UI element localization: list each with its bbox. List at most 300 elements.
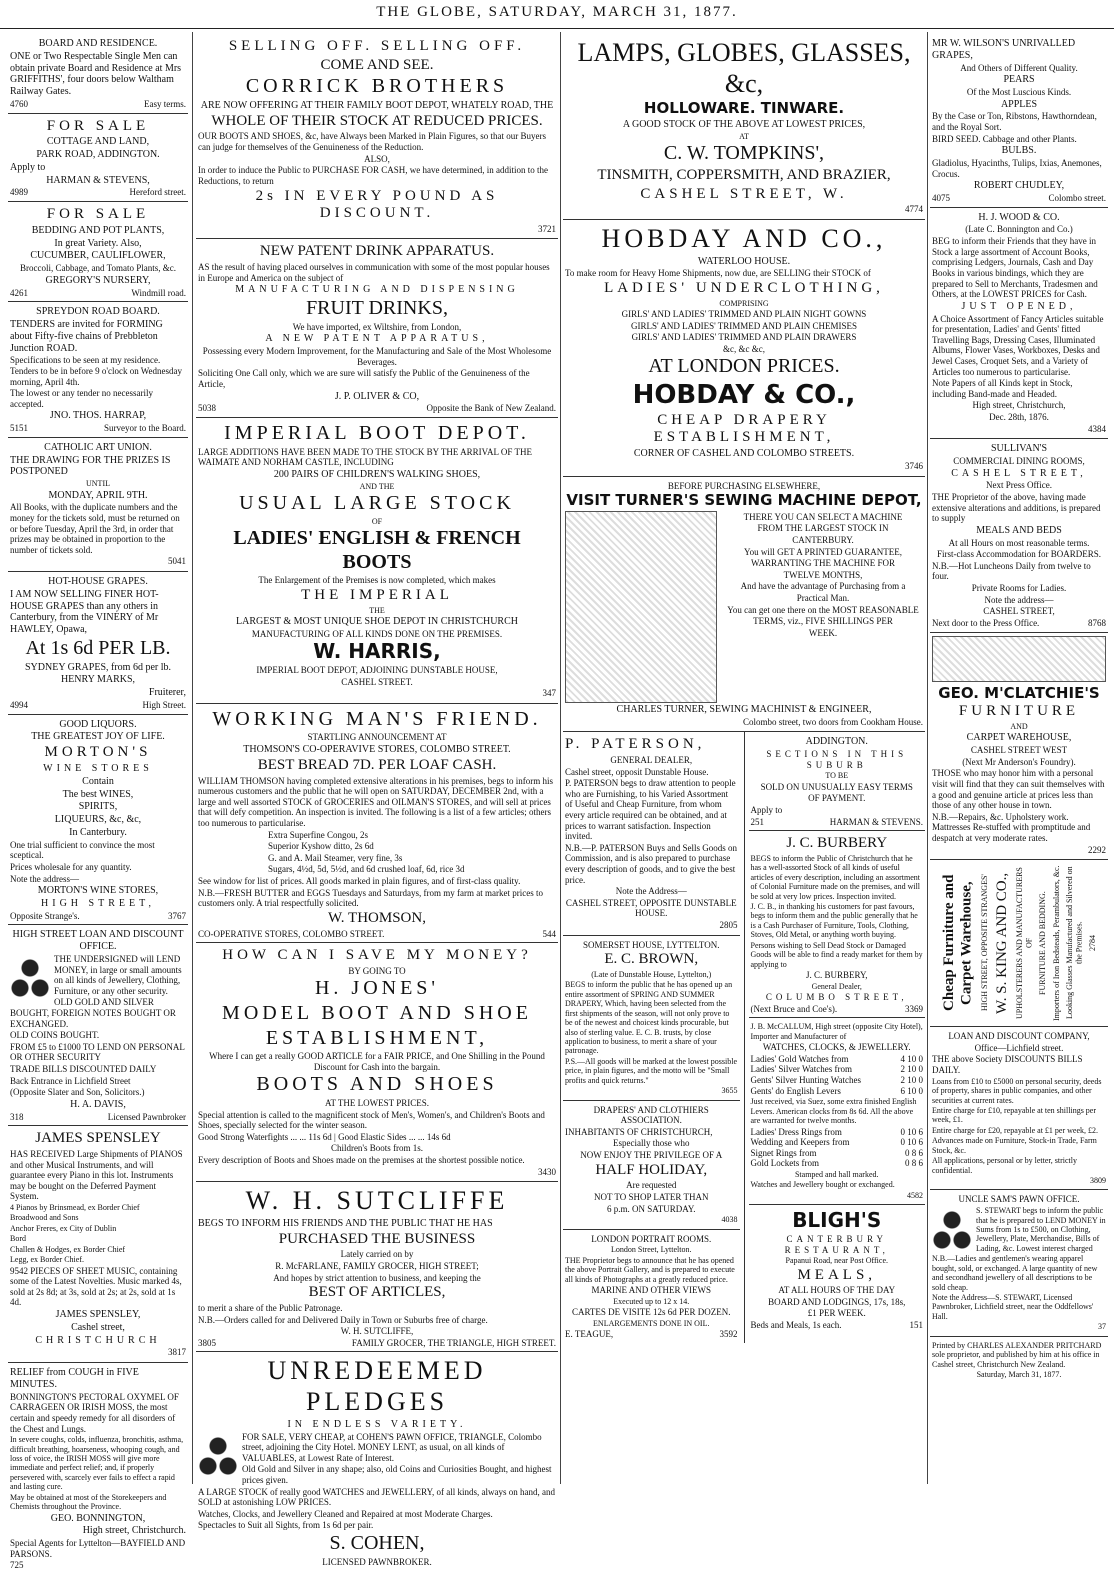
ad-number: 3746 (905, 460, 923, 471)
ad-ec-brown (563, 936, 740, 1101)
ad-body: INHABITANTS OF CHRISTCHURCH, (565, 1126, 713, 1137)
ad-line: The best WINES, (62, 788, 134, 800)
ad-line: Importers of Iron Bedsteads, Perambulators, &c. (1051, 865, 1061, 1021)
imprint-date: Saturday, March 31, 1877. (976, 1370, 1062, 1380)
ad-body: FOR SALE, VERY CHEAP, at COHEN'S PAWN OFFICE, TRIANGLE, Colombo street, adjoining the City Hotel. MONEY LENT, as usual, on all kinds of VALUABLES, at Lowest Rate of Interest. (242, 1431, 542, 1463)
ad-address: CASHEL STREET. (341, 676, 413, 687)
ad-line: Anchor Freres, ex City of Dublin (10, 1223, 117, 1233)
ad-body: N.B.—Ladies and gentlemen's wearing apparel bought, sold, or exchanged. A large quantity of new and secondhand jewellery of all descriptions to be sold cheap. (932, 1254, 1098, 1292)
ad-number: 4582 (907, 1190, 923, 1200)
ad-line: PEARS (1003, 74, 1035, 86)
ad-body: All Books, with the duplicate numbers and the money for the tickets sold, must be returned on or before Tuesday, April the 3rd, in order that prizes may be obtained in proportion to the number of tickets sold. (10, 502, 180, 555)
ad-name: W. S. KING AND CO., (993, 872, 1010, 1014)
ad-line: BOOTS AND SHOES (256, 1073, 498, 1096)
ad-heading: WORKING MAN'S FRIEND. (212, 707, 542, 730)
ad-line: UPHOLSTERERS AND MANUFACTURERS OF (1015, 867, 1034, 1020)
ad-body: J. B. McCALLUM, High street (opposite City Hotel), Importer and Manufacturer of (750, 1022, 923, 1041)
ad-line: AT ALL HOURS OF THE DAY (778, 1285, 896, 1296)
ad-number: 4261 (10, 287, 28, 298)
ad-address: CORNER OF CASHEL AND COLOMBO STREETS. (633, 448, 855, 460)
ad-address: HIGH STREET, OPPOSITE STRANGES' (980, 874, 990, 1012)
ad-heading: HOW CAN I SAVE MY MONEY? (222, 947, 532, 964)
ad-number: 4384 (1088, 423, 1106, 434)
ad-line: Note Papers of all Kinds kept in Stock, including Band-made and Headed. (932, 378, 1073, 399)
ad-board-residence (8, 34, 188, 114)
ad-line: HIGH STREET, (41, 897, 155, 909)
ad-advertiser: J. P. OLIVER & CO, (334, 390, 420, 402)
column-3 (563, 34, 925, 1484)
ad-catholic-art-union (8, 438, 188, 572)
ad-heading: RELIEF from COUGH in FIVE MINUTES. (10, 1367, 139, 1390)
ad-body: P. PATERSON begs to draw attention to people who are Furnishing, to his Varied Assortment of Useful and Cheap Furniture, from whom every article required can be obtained, and at prices to warrant satisfaction. Inspection invited. (565, 778, 736, 842)
ad-number: 2784 (1087, 935, 1097, 952)
ad-uncle-sams (930, 1190, 1108, 1336)
price-item: Signet Rings from (750, 1147, 817, 1158)
ad-advertiser: GREGORY'S NURSERY, (45, 274, 151, 286)
ad-line: BIRD SEED. Cabbage and other Plants. (932, 133, 1077, 144)
ad-line: MEALS AND BEDS (976, 524, 1062, 536)
ad-heading: FOR SALE (46, 206, 150, 223)
ad-heading: LONDON PORTRAIT ROOMS. (591, 1233, 712, 1244)
ad-line: Watches, Clocks, and Jewellery Cleaned and Repaired at most Moderate Charges. (198, 1508, 493, 1519)
ad-subheading: COMMERCIAL DINING ROOMS, (953, 456, 1085, 467)
ad-line: Bord (10, 1234, 26, 1244)
ad-name: HOBDAY & CO., (632, 380, 856, 411)
ad-advertiser: ROBERT CHUDLEY, (973, 180, 1065, 192)
ad-heading: SOMERSET HOUSE, LYTTELTON. (583, 939, 720, 950)
price-value: 0 10 6 (900, 1137, 923, 1148)
ad-line: TWELVE MONTHS, (783, 569, 863, 580)
ad-heading: UNCLE SAM'S PAWN OFFICE. (958, 1194, 1080, 1205)
ad-address: CASHEL STREET, W. (640, 185, 848, 202)
price-item: Ladies' Gold Watches from (750, 1053, 849, 1064)
price-value: 0 8 6 (905, 1158, 923, 1169)
ad-line: MEALS, (797, 1266, 877, 1283)
ad-line: WHOLE OF THEIR STOCK AT REDUCED PRICES. (211, 112, 543, 129)
ad-heading: SULLIVAN'S (990, 443, 1048, 455)
ad-tail: Easy terms. (144, 98, 186, 109)
ad-line: Stamped and hall marked. (794, 1170, 879, 1179)
ad-body: MR W. WILSON'S UNRIVALLED GRAPES, (932, 38, 1076, 61)
ad-line: MANUFACTURING OF ALL KINDS DONE ON THE PREMISES. (251, 628, 503, 639)
ad-subheading: WATERLOO HOUSE. (697, 255, 791, 267)
ad-james-spensley (8, 1126, 188, 1363)
ad-line: Private Rooms for Ladies. (971, 583, 1067, 594)
ad-heading: P. PATERSON, (565, 736, 706, 753)
ad-line: Note the Address—S. STEWART, Licensed Pawnbroker, Lichfield street, near the Oddfellows' Hall. (932, 1293, 1094, 1321)
ad-price: At 1s 6d PER LB. (25, 637, 171, 660)
ad-line: THE (369, 605, 385, 615)
ad-number: 3655 (721, 1086, 738, 1096)
ad-body: LARGE ADDITIONS HAVE BEEN MADE TO THE STOCK BY THE ARRIVAL OF THE WAIMATE AND NORHAM CASTLE, INCLUDING (198, 446, 533, 468)
ad-address: CASHEL STREET, (951, 467, 1087, 479)
ad-line: Challen & Hodges, ex Border Chief (10, 1244, 126, 1254)
ad-body: ARE NOW OFFERING AT THEIR FAMILY BOOT DEPOT, WHATELY ROAD, THE (200, 99, 554, 111)
ad-line: PURCHASED THE BUSINESS (278, 1230, 476, 1247)
ad-unredeemed-pledges (196, 1352, 558, 1571)
ad-line: WARRANTING THE MACHINE FOR (750, 558, 896, 569)
table-row (751, 1137, 924, 1148)
ad-sutcliffe (196, 1182, 558, 1352)
ad-line: FURNITURE (958, 703, 1080, 720)
ad-line: High street, Christchurch, (972, 400, 1066, 411)
ad-number: 3767 (168, 910, 186, 921)
ad-line: Looking Glasses Manufactured and Silvered on the Premises. (1064, 866, 1084, 1020)
ad-line: In great Variety. Also, (54, 237, 142, 249)
ad-subheading: HOLLOWARE. TINWARE. (643, 99, 845, 118)
ad-for-sale-cottage (8, 114, 188, 202)
ad-line: MANUFACTURING AND DISPENSING (235, 284, 519, 296)
ad-drapers-association (563, 1101, 740, 1230)
ad-number: 544 (542, 928, 556, 939)
ad-line: GIRLS' AND LADIES' TRIMMED AND PLAIN DRAWERS (631, 332, 857, 343)
ad-body: May be obtained at most of the Storekeepers and Chemists throughout the Province. (10, 1492, 167, 1512)
ad-number: 3721 (538, 223, 556, 234)
ad-number: 3369 (905, 1003, 923, 1014)
ad-line: 2s IN EVERY POUND AS DISCOUNT. (255, 187, 499, 222)
ad-address: (Next Bruce and Coe's). (750, 1003, 838, 1014)
ad-body: I AM NOW SELLING FINER HOT-HOUSE GRAPES than any others in Canterbury, from the VINERY of Mr HAWLEY, Opawa, (10, 588, 159, 636)
ad-mccallum (749, 1018, 926, 1205)
ad-line: Where I can get a really GOOD ARTICLE for a FAIR PRICE, and One Shilling in the Pound Discount for Cash into the bargain. (209, 1051, 545, 1072)
ad-line: See window for list of prices. All goods marked in plain figures, and of first-class quality. (198, 876, 521, 887)
ad-line: GIRLS' AND LADIES' TRIMMED AND PLAIN CHEMISES (630, 320, 858, 331)
ad-line: Legg, ex Border Chief. (10, 1255, 84, 1265)
ad-line: LICENSED PAWNBROKER. (322, 1556, 432, 1567)
ad-line: Entire charge for £20, repayable at £1 per week, £2. (932, 1125, 1099, 1135)
ad-line: THOMSON'S CO-OPERAVIVE STORES, COLOMBO STREET. (243, 744, 511, 756)
ad-heading: BOARD AND RESIDENCE. (38, 38, 158, 49)
ad-advertiser: J. C. BURBERY, (805, 970, 868, 981)
ad-number: 3805 (198, 1337, 216, 1348)
ad-heading: NEW PATENT DRINK APPARATUS. (259, 243, 495, 260)
ad-line: N.B.—Hot Luncheons Daily from twelve to four. (932, 560, 1091, 582)
ad-line: Possessing every Modern Improvement, for the Manufacturing and Sale of the Most Wholesome Beverages. (202, 346, 552, 367)
ad-address: COLUMBO STREET, (765, 992, 908, 1003)
ad-line: COMPRISING (719, 298, 769, 308)
price-item: Wedding and Keepers from (750, 1137, 850, 1148)
ad-line: And Others of Different Quality. (960, 62, 1078, 73)
ad-line: A LARGE STOCK of really good WATCHES and JEWELLERY, of all kinds, always on hand, and SOLD at astonishing LOW PRICES. (198, 1486, 555, 1508)
ad-body: To make room for Heavy Home Shipments, now due, are SELLING their STOCK of (565, 268, 871, 279)
ad-heading: HIGH STREET LOAN AND DISCOUNT OFFICE. (12, 929, 184, 953)
ad-line: At all Hours on most reasonable terms. (948, 537, 1090, 548)
ad-body: OUR BOOTS AND SHOES, &c, have Always been Marked in Plain Figures, so that our Buyers can judge for themselves of the Genuineness of the Reduction. (198, 131, 546, 153)
ad-turner-sewing (563, 477, 925, 733)
ad-line: MODEL BOOT AND SHOE (222, 1002, 532, 1025)
ad-advertiser: CHARLES TURNER, SEWING MACHINIST & ENGINEER, (616, 703, 872, 715)
ad-line: WATCHES, CLOCKS, & JEWELLERY. (762, 1042, 911, 1053)
ad-line: PARK ROAD, ADDINGTON. (36, 149, 160, 161)
ad-line: Entire charge for £10, repayable at ten shillings per week, £1. (932, 1105, 1097, 1125)
ad-line: BULBS. (1001, 145, 1037, 157)
ad-loan-discount-company (930, 1027, 1108, 1190)
ad-line: CARPET WAREHOUSE, (966, 732, 1072, 744)
ad-number: 4774 (905, 204, 923, 215)
ad-line: (Next Mr Anderson's Foundry). (962, 756, 1076, 767)
ad-number: 5038 (198, 403, 216, 414)
ad-body: BEGS to inform the public that he has opened up an entire assortment of SPRING AND SUMMER DRAPERY, Which, having been selected from the first shipments of the season, will not only prove to be of the newest and choicest kinds procurable, but also of sterling value. E. C. B. trusts, by close application to business, to merit a share of your patronage. (565, 980, 733, 1056)
ad-body: BONNINGTON'S PECTORAL OXYMEL OF CARRAGEEN OR IRISH MOSS, the most certain and speedy remedy for all disorders of the Chest and Lungs. (10, 1391, 179, 1434)
ad-line: APPLES (1000, 98, 1038, 110)
ad-address: CASHEL STREET WEST (970, 745, 1068, 756)
ad-name: E. C. BROWN, (604, 951, 699, 968)
price-item: Gents' Silver Hunting Watches (750, 1075, 861, 1086)
ad-line: UNTIL (86, 479, 110, 489)
ad-body: THE above Society DISCOUNTS BILLS DAILY. (932, 1054, 1083, 1076)
ad-body: BEG to inform their Friends that they have in Stock a large assortment of Account Books, comprising Ledgers, Journals, Cash and Day Books in various bindings, which they are prepared to Sell to Merchants, Tradesmen and Others, at the LOWEST PRICES for Cash. (932, 236, 1098, 300)
table-row (751, 1086, 924, 1097)
ad-heading: ADDINGTON. (805, 736, 868, 748)
ad-imperial-boot-depot (196, 418, 558, 704)
ad-line: TRADE BILLS DISCOUNTED DAILY (10, 1064, 157, 1075)
price-item: Gents' do English Levers (750, 1085, 841, 1096)
ad-line: CASHEL STREET, (983, 606, 1055, 617)
ad-line: NOW ENJOY THE PRIVILEGE OF A (580, 1150, 723, 1161)
ad-number: 4760 (10, 98, 28, 109)
ad-heading: LAMPS, GLOBES, GLASSES, &c, (577, 38, 911, 98)
ad-heading: GOOD LIQUORS. (59, 718, 137, 730)
ad-address: Hereford street. (129, 187, 186, 198)
ad-body: J. C. B., in thanking his customers for past favours, begs to inform them and the public generally that he is a Cash Purchaser of Furniture, Tools, Clothing, Stoves, Old Metal, or anything worth buying. (750, 902, 918, 940)
furniture-illustration (932, 636, 1106, 682)
ad-body: AS the result of having placed ourselves in communication with some of the most popular houses in Europe and America on the subject of (198, 262, 550, 283)
ad-line: Licensed Pawnbroker (107, 1111, 186, 1122)
ad-number: 2805 (719, 920, 738, 931)
ad-line: Children's Boots from 1s. (330, 1143, 424, 1154)
ad-line: Soliciting One Call only, which we are sure will satisfy the Public of the Genuineness of the Article, (198, 368, 530, 390)
ad-line: By the Case or Ton, Ribstons, Hawthorndean, and the Royal Sort. (932, 111, 1097, 133)
pawnbroker-balls-icon (932, 1206, 972, 1250)
column-divider (927, 32, 928, 1484)
column-4 (930, 34, 1108, 1484)
ad-line: LADIES' ENGLISH & FRENCH BOOTS (233, 527, 521, 573)
ad-line: Next door to the Press Office. (932, 617, 1040, 628)
ad-line: Lately carried on by (340, 1249, 414, 1260)
ad-advertiser: HARMAN & STEVENS, (46, 174, 150, 186)
ad-line: In Canterbury. (69, 826, 127, 838)
ad-line: CUCUMBER, CAULIFLOWER, (30, 250, 166, 262)
ad-heading: LOAN AND DISCOUNT COMPANY, (948, 1031, 1090, 1042)
ad-line: Apply to (10, 161, 46, 173)
ad-address: Opposite the Bank of New Zealand. (426, 403, 556, 414)
ad-heading: UNREDEEMED PLEDGES (267, 1356, 487, 1417)
ad-number: 8768 (1088, 617, 1106, 628)
ad-number: 3430 (538, 1166, 556, 1177)
ad-advertiser: S. COHEN, (329, 1532, 425, 1555)
ad-line: BOARD AND LODGINGS, 17s, 18s, (768, 1296, 906, 1307)
ad-body: THE UNDERSIGNED will LEND MONEY, in large or small amounts on all kinds of Jewellery, Clothing, Furniture, or any other security. (54, 953, 182, 996)
ad-number: 151 (909, 1320, 923, 1331)
ad-line: Special Agents for Lyttelton—BAYFIELD AND PARSONS. (10, 1538, 186, 1559)
ad-line: Executed up to 12 x 14. (613, 1296, 690, 1306)
price-item: Ladies' Silver Watches from (750, 1064, 852, 1075)
ad-heading: SPREYDON ROAD BOARD. (36, 306, 160, 318)
ad-line: HALF HOLIDAY, (595, 1161, 708, 1178)
ad-heading: GEO. M'CLATCHIE'S (938, 683, 1100, 702)
ad-line: WEEK. (808, 627, 838, 638)
ad-line: Good Strong Waterfights ... ... 11s 6d | Good Elastic Sides ... ... 14s 6d (198, 1131, 451, 1142)
ad-price: BEST BREAD 7D. PER LOAF CASH. (257, 756, 497, 773)
ad-hj-wood (930, 208, 1108, 440)
ad-body: In order to induce the Public to PURCHASE FOR CASH, we have determined, in addition to the Reductions, to return (198, 165, 548, 186)
ad-body: Specifications to be seen at my residence. Tenders to be in before 9 o'clock on Wednesday morning, April 4th. (10, 355, 183, 387)
ad-subheading: CANTERBURY RESTAURANT, (784, 1233, 889, 1255)
ad-body: THE Proprietor begs to announce that he has opened the above Portrait Gallery, and is prepared to execute all kinds of Photographs at a greatly reduced price. (565, 1255, 735, 1284)
ad-number: 37 (1098, 1322, 1106, 1332)
ad-line: A NEW PATENT APPARATUS, (265, 333, 489, 345)
ad-line: R. McFARLANE, FAMILY GROCER, HIGH STREET; (275, 1261, 479, 1272)
ad-line: (Late C. Bonnington and Co.) (965, 224, 1073, 235)
sewing-machine-illustration (565, 511, 717, 703)
ad-line: You will GET A PRINTED GUARANTEE, (744, 546, 902, 557)
ad-address: London Street, Lyttelton. (611, 1245, 692, 1255)
ad-name: C. W. TOMPKINS', (663, 142, 825, 165)
ad-line: A GOOD STOCK OF THE ABOVE AT LOWEST PRICES, (622, 119, 866, 131)
ad-line: ESTABLISHMENT, (265, 1026, 489, 1049)
ad-line: Note the Address— (615, 886, 687, 897)
ad-advertiser: JNO. THOS. HARRAP, (49, 410, 147, 422)
ad-line: BEST OF ARTICLES, (308, 1284, 446, 1301)
ad-heading: Cheap Furniture and Carpet Warehouse, (940, 875, 975, 1012)
ad-address: CO-OPERATIVE STORES, COLOMBO STREET. (198, 928, 385, 939)
column-1 (8, 34, 188, 1571)
ad-advertiser: JAMES SPENSLEY, (55, 1309, 141, 1321)
ad-line: OF PAYMENT. (808, 793, 866, 804)
ad-corrick-brothers (196, 34, 558, 239)
table-row (751, 1158, 924, 1169)
ad-heading: FOR SALE (46, 117, 150, 134)
ad-line: Spectacles to Suit all Sights, from 1s 6d per pair. (198, 1520, 374, 1531)
ad-heading: HOT-HOUSE GRAPES. (48, 576, 148, 588)
ad-line: First-class Accommodation for BOARDERS. (937, 549, 1101, 560)
ad-subheading: THE GREATEST JOY OF LIFE. (31, 731, 165, 743)
ad-line: Broccoli, Cabbage, and Tomato Plants, &c. (20, 263, 176, 274)
ad-line: CARTES DE VISITE 12s 6d PER DOZEN. (571, 1307, 731, 1318)
ad-line: AND (1010, 721, 1028, 731)
ad-line: N.B.—FRESH BUTTER and EGGS Tuesdays and Saturdays, from my farm at market prices to customers only. A trial respectfully solicited. (198, 887, 543, 909)
ad-blighs-restaurant (749, 1205, 926, 1333)
ad-address: FAMILY GROCER, THE TRIANGLE, HIGH STREET. (351, 1337, 556, 1348)
sub-column-right (744, 732, 926, 1342)
ad-line: THE IMPERIAL (301, 586, 453, 603)
ad-name: H. JONES' (314, 977, 440, 1000)
ad-line: LARGEST & MOST UNIQUE SHOE DEPOT IN CHRISTCHURCH (236, 616, 518, 628)
ad-advertiser: H. A. DAVIS, (70, 1098, 126, 1110)
ad-line: N.B.—Orders called for and Delivered Daily in Town or Suburbs free of charge. (198, 1314, 488, 1325)
ad-body: THE DRAWING FOR THE PRIZES IS POSTPONED (10, 454, 171, 478)
ad-burbery (749, 831, 926, 1018)
price-value: 2 10 0 (900, 1064, 923, 1075)
ad-number: 5151 (10, 423, 28, 434)
ad-line: ALSO, (364, 153, 390, 164)
ad-line: 200 PAIRS OF CHILDREN'S WALKING SHOES, (273, 468, 481, 480)
ad-body: The lowest or any tender no necessarily accepted. (10, 388, 153, 409)
ad-line: CANTERBURY. (792, 535, 854, 546)
price-item: Ladies' Dress Rings from (750, 1126, 842, 1137)
ad-line: And hopes by strict attention to business, and keeping the (273, 1272, 481, 1283)
sub-column-left (563, 732, 744, 1342)
imprint (930, 1337, 1108, 1384)
ad-for-sale-plants (8, 202, 188, 302)
ad-line: CHRISTCHURCH (35, 1334, 161, 1346)
price-value: 2 10 0 (900, 1075, 923, 1086)
ad-line: USUAL LARGE STOCK (239, 492, 515, 515)
table-row (751, 1127, 924, 1138)
ad-body: N.B.—Repairs, &c. Upholstery work. Mattresses Re-stuffed with promptitude and despatch at very moderate rates. (932, 811, 1091, 844)
ad-line: 6 p.m. ON SATURDAY. (606, 1203, 696, 1214)
ad-line: SOLD ON UNUSUALLY EASY TERMS (760, 781, 913, 792)
ad-line: GENERAL DEALER, (610, 754, 693, 765)
ad-name: W. HARRIS, (313, 639, 441, 664)
ad-number: 318 (10, 1111, 24, 1122)
ad-line: Prices wholesale for any quantity. (10, 861, 132, 872)
ad-line: FROM £5 to £1000 TO LEND ON PERSONAL OR OTHER SECURITY (10, 1041, 185, 1063)
ad-address: High street, Christchurch. (82, 1525, 186, 1537)
ad-body: BEGS to inform the Public of Christchurch that he has a well-assorted Stock of all kinds of useful articles of every description, including an assortment of Colonial Furniture made on the premises, and will be sold at very low prices. Inspection invited. (750, 853, 921, 901)
ad-number: 5041 (168, 556, 186, 567)
ad-working-mans-friend (196, 704, 558, 943)
ad-line: Contain (82, 775, 114, 787)
ad-line: MORTON'S WINE STORES, (37, 885, 159, 897)
ad-mclatchie (930, 633, 1108, 861)
table-row (751, 1148, 924, 1159)
ad-number: 4075 (932, 193, 950, 204)
ad-name: CORRICK BROTHERS (245, 75, 509, 98)
ad-line: BY GOING TO (348, 965, 406, 976)
column-divider (560, 32, 561, 1484)
ad-heading: BEFORE PURCHASING ELSEWHERE, (667, 480, 821, 491)
price-value: 0 10 6 (900, 1126, 923, 1137)
ad-line: Gladiolus, Hyacinths, Tulips, Ixias, Anemones, Crocus. (932, 158, 1102, 179)
ad-ws-king (930, 860, 1108, 1027)
ad-line: MONDAY, APRIL 9TH. (48, 489, 148, 501)
ad-good-liquors (8, 715, 188, 926)
ad-number: 4038 (721, 1215, 738, 1225)
ring-price-table (751, 1127, 924, 1169)
price-value: 0 8 6 (905, 1147, 923, 1158)
ad-heading: HOBDAY AND CO., (601, 223, 887, 253)
ad-heading: JAMES SPENSLEY (35, 1130, 161, 1147)
ad-address: CASHEL STREET, OPPOSITE DUNSTABLE HOUSE. (565, 897, 737, 919)
ad-line: Are requested (626, 1180, 677, 1191)
ad-heading: IMPERIAL BOOT DEPOT. (224, 422, 530, 445)
ad-line: Practical Man. (796, 593, 850, 604)
ad-subheading: COME AND SEE. (320, 56, 434, 73)
ad-subheading: VISIT TURNER'S SEWING MACHINE DEPOT, (566, 491, 922, 510)
ad-line: Back Entrance in Lichfield Street (10, 1075, 131, 1086)
ad-address: Opposite Strange's. (10, 910, 80, 921)
price-item: Gold Lockets from (750, 1158, 819, 1169)
ad-line: TERMS, viz., FIVE SHILLINGS PER (753, 616, 893, 627)
ad-address: Surveyor to the Board. (104, 423, 186, 434)
ad-line: £1 PER WEEK. (807, 1308, 866, 1319)
ad-advertiser: HENRY MARKS, (60, 674, 136, 686)
ad-line: TO BE (825, 771, 849, 781)
ad-address: High Street. (142, 700, 186, 711)
ad-address: Colombo street, two doors from Cookham House. (743, 716, 923, 727)
ad-address: Cashel street, (71, 1321, 125, 1333)
ad-paterson (563, 732, 740, 935)
ad-line: Extra Superfine Congou, 2s (268, 829, 368, 840)
pawnbroker-balls-icon (198, 1432, 238, 1476)
ad-hobday (563, 220, 925, 477)
ad-line: OLD GOLD AND SILVER BOUGHT, FOREIGN NOTES BOUGHT OR EXCHANGED. (10, 997, 176, 1029)
ad-address: Papanui Road, near Post Office. (785, 1256, 888, 1266)
ad-line: SPIRITS, (78, 801, 118, 813)
ad-body: HAS RECEIVED Large Shipments of PIANOS and other Musical Instruments, and will guarantee every Piano in this lot. Instruments may be bought on the Deferred Payment System. (10, 1148, 183, 1202)
vertical-advert (932, 863, 1106, 1023)
